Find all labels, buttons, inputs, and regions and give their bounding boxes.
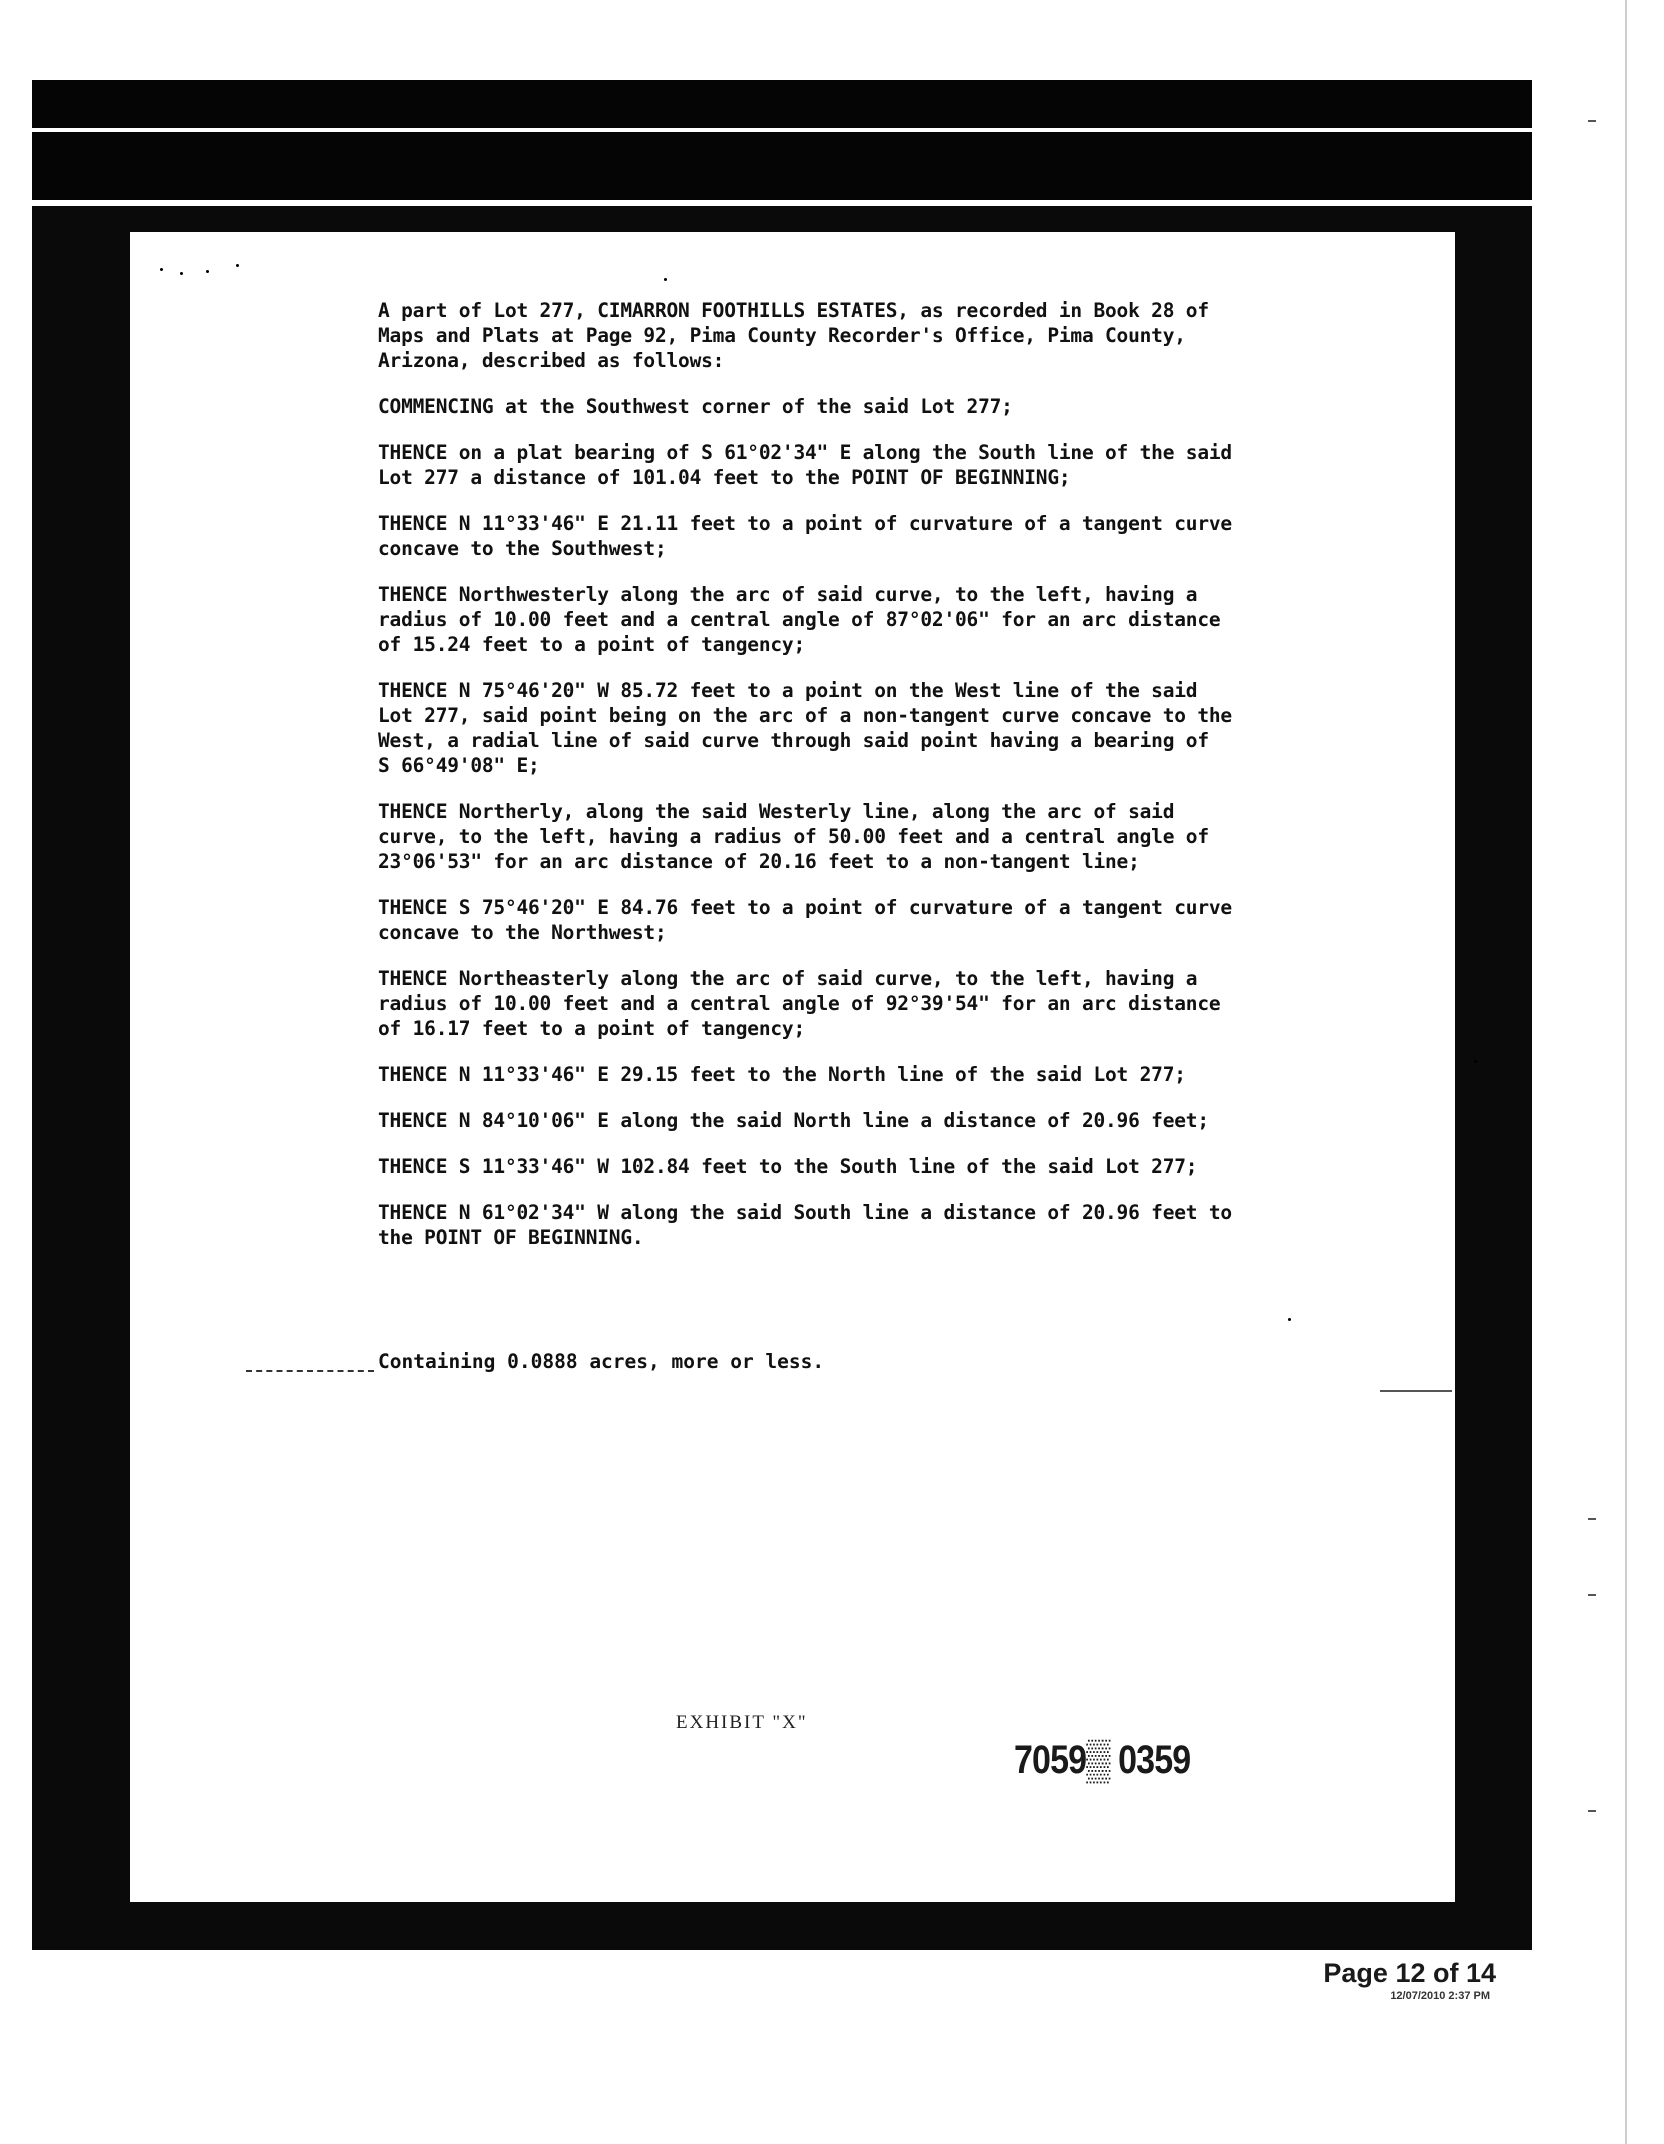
page-edge-line — [1625, 0, 1627, 2144]
paragraph: THENCE N 84°10'06" E along the said North line a distance of 20.96 feet; — [378, 1109, 1209, 1132]
exhibit-label: EXHIBIT "X" — [676, 1712, 808, 1733]
scan-speck — [1474, 1060, 1477, 1063]
scan-speck — [236, 264, 239, 267]
paragraph: THENCE N 11°33'46" E 29.15 feet to the North line of the said Lot 277; — [378, 1063, 1186, 1086]
paragraph: THENCE Northeasterly along the arc of said curve, to the left, having a radius of 10.00 feet and a central angle of 92°39'54" for an arc distance of 16.17 feet to a point of tangency; — [378, 967, 1221, 1040]
page-number: Page 12 of 14 — [1323, 1958, 1496, 1988]
scan-dash — [1588, 1594, 1596, 1596]
page-timestamp: 12/07/2010 2:37 PM — [1390, 1990, 1490, 2002]
paragraph: COMMENCING at the Southwest corner of the said Lot 277; — [378, 395, 1013, 418]
scan-dash — [1588, 1810, 1596, 1812]
recording-stamp: 7059▒ 0359 — [1014, 1738, 1191, 1782]
scan-speck — [664, 278, 667, 281]
scan-band-line — [32, 200, 1532, 206]
acreage-statement: Containing 0.0888 acres, more or less. — [378, 1350, 825, 1373]
scan-top-band — [32, 80, 1532, 200]
scan-band-line — [32, 128, 1532, 132]
scan-speck — [160, 268, 163, 271]
paragraph: THENCE N 61°02'34" W along the said South line a distance of 20.96 feet to the POINT OF BEGINNING. — [378, 1201, 1232, 1249]
paragraph: THENCE Northerly, along the said Westerly line, along the arc of said curve, to the left, having a radius of 50.00 feet and a central angle of 23°06'53" for an arc distance of 20.16 feet to a non-tangent line; — [378, 800, 1209, 873]
scan-dash — [1588, 1518, 1596, 1520]
paragraph: THENCE on a plat bearing of S 61°02'34" E along the South line of the said Lot 277 a distance of 101.04 feet to the POINT OF BEGINNING; — [378, 441, 1232, 489]
scan-speck — [1288, 1318, 1291, 1321]
scan-dash — [1588, 120, 1596, 122]
paragraph: THENCE S 75°46'20" E 84.76 feet to a point of curvature of a tangent curve concave to the Northwest; — [378, 896, 1232, 944]
paragraph: THENCE S 11°33'46" W 102.84 feet to the South line of the said Lot 277; — [378, 1155, 1198, 1178]
scan-dash — [1380, 1390, 1452, 1392]
paragraph: THENCE Northwesterly along the arc of said curve, to the left, having a radius of 10.00 feet and a central angle of 87°02'06" for an arc distance of 15.24 feet to a point of tangency; — [378, 583, 1221, 656]
paragraph: THENCE N 75°46'20" W 85.72 feet to a point on the West line of the said Lot 277, said point being on the arc of a non-tangent curve concave to the West, a radial line of said curve through said point having a bearing of S 66°49'08" E; — [378, 679, 1232, 777]
scan-speck — [180, 272, 183, 275]
legal-description — [378, 298, 1358, 1271]
paragraph: THENCE N 11°33'46" E 21.11 feet to a point of curvature of a tangent curve concave to the Southwest; — [378, 512, 1232, 560]
paragraph: A part of Lot 277, CIMARRON FOOTHILLS ESTATES, as recorded in Book 28 of Maps and Plats at Page 92, Pima County Recorder's Office, Pima County, Arizona, described as follows: — [378, 299, 1209, 372]
containing-rule — [246, 1370, 374, 1372]
scan-speck — [206, 270, 209, 273]
